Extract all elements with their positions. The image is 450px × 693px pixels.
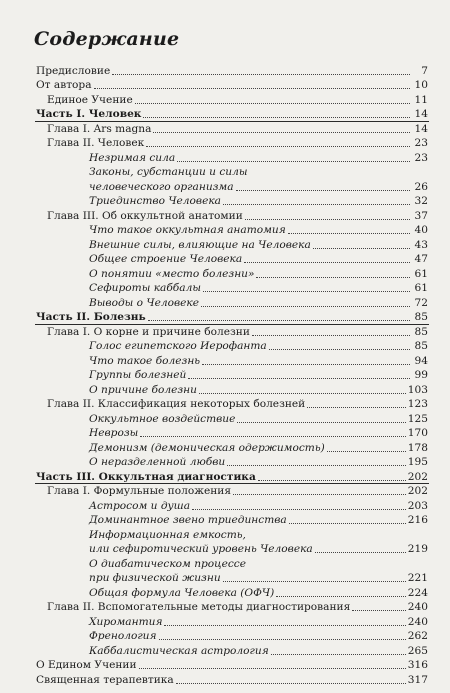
dot-leader	[276, 596, 406, 597]
toc-page-number: 317	[407, 673, 428, 686]
toc-entry	[0, 440, 450, 455]
toc-entry	[0, 266, 450, 281]
toc-entry	[0, 643, 450, 658]
dot-leader	[233, 494, 406, 495]
toc-entry-title: Часть III. Оккультная диагностика	[36, 470, 256, 483]
toc-entry-title: Доминантное звено триединства	[89, 514, 287, 526]
dot-leader	[236, 190, 410, 191]
toc-entry	[0, 455, 450, 470]
dot-leader	[223, 581, 406, 582]
dot-leader	[112, 74, 410, 75]
toc-page-number: 99	[414, 369, 428, 381]
toc-page-number: 85	[414, 340, 428, 352]
dot-leader	[258, 480, 406, 481]
toc-page-number: 40	[414, 224, 428, 236]
toc-entry-title: Глава II. Классификация некоторых болезней	[47, 398, 306, 410]
dot-leader	[313, 248, 410, 249]
dot-leader	[269, 349, 410, 350]
toc-entry	[0, 281, 450, 296]
toc-entry	[0, 571, 450, 586]
toc-entry-title: Часть II. Болезнь	[36, 311, 146, 323]
dot-leader	[237, 422, 405, 423]
dot-leader	[199, 393, 406, 394]
dot-leader	[203, 291, 410, 292]
toc-entry-title: Незримая сила	[89, 151, 176, 164]
toc-entry-title: О причине болезни	[89, 383, 197, 396]
dot-leader	[139, 668, 406, 669]
toc-entry-title: Неврозы	[89, 427, 139, 439]
toc-chapter-entry	[0, 121, 450, 136]
toc-page-number: 7	[421, 64, 428, 77]
toc-entry-title: О Едином Учении	[36, 659, 137, 671]
toc-entry	[0, 513, 450, 528]
toc-entry	[0, 556, 450, 571]
toc-entry	[0, 614, 450, 629]
dot-leader	[159, 639, 406, 640]
toc-entry-title: Глава II. Вспомогательные методы диагностирования	[47, 601, 351, 613]
toc-entry	[0, 150, 450, 165]
toc-chapter-entry	[0, 136, 450, 151]
toc-part-heading	[0, 469, 450, 484]
toc-entry	[0, 78, 450, 93]
toc-page-number: 103	[407, 383, 428, 396]
toc-entry	[0, 658, 450, 673]
toc-page-number: 10	[414, 79, 428, 91]
toc-entry-title: Хиромантия	[89, 615, 163, 628]
toc-page-number: 43	[414, 238, 428, 251]
toc-entry-title: Часть I. Человек	[36, 108, 142, 120]
dot-leader	[146, 146, 410, 147]
toc-page-number: 202	[407, 470, 428, 483]
toc-page-number: 37	[414, 209, 428, 222]
toc-entry-title: О диабатическом процессе	[89, 557, 246, 570]
toc-entry-title: Френология	[89, 630, 157, 642]
dot-leader	[192, 509, 406, 510]
dot-leader	[288, 233, 410, 234]
dot-leader	[315, 552, 406, 553]
toc-entry-title: От автора	[36, 79, 92, 91]
dot-leader	[202, 364, 410, 365]
toc-entry	[0, 527, 450, 542]
toc-page-number: 170	[407, 427, 428, 439]
toc-entry-title: О неразделенной любви	[89, 456, 226, 468]
toc-entry	[0, 237, 450, 252]
toc-entry	[0, 353, 450, 368]
toc-entry-title: Глава II. Человек	[47, 137, 145, 149]
page-title: Содержание	[34, 28, 180, 50]
toc-part-heading	[0, 107, 450, 122]
toc-entry-title: Глава I. Формульные положения	[47, 485, 232, 497]
toc-page-number: 125	[407, 412, 428, 425]
toc-entry	[0, 223, 450, 238]
toc-entry-title: Глава I. О корне и причине болезни	[47, 325, 250, 338]
toc-entry-title: при физической жизни	[89, 572, 221, 584]
toc-entry	[0, 339, 450, 354]
toc-entry-title: Внешние силы, влияющие на Человека	[89, 238, 311, 251]
toc-entry-title: Триединство Человека	[89, 195, 222, 207]
toc-entry-title: или сефиротический уровень Человека	[89, 543, 313, 555]
toc-entry-title: Сефироты каббалы	[89, 282, 201, 294]
toc-entry	[0, 498, 450, 513]
toc-entry-title: Голос египетского Иерофанта	[89, 340, 267, 352]
toc-page-number: 316	[407, 659, 428, 671]
toc-entry	[0, 179, 450, 194]
dot-leader	[176, 683, 406, 684]
dot-leader	[252, 335, 410, 336]
toc-page-number: 23	[414, 151, 428, 164]
toc-page-number: 221	[407, 572, 428, 584]
toc-page-number: 216	[407, 514, 428, 526]
toc-page-number: 123	[407, 398, 428, 410]
toc-part-heading	[0, 310, 450, 325]
toc-page-number: 224	[407, 586, 428, 599]
dot-leader	[271, 654, 406, 655]
toc-chapter-entry	[0, 397, 450, 412]
toc-page-number: 72	[414, 296, 428, 309]
toc-entry-title: Демонизм (демоническая одержимость)	[89, 441, 325, 454]
toc-chapter-entry	[0, 484, 450, 499]
toc-entry-title: Глава III. Об оккультной анатомии	[47, 209, 243, 222]
toc-page-number: 85	[414, 311, 428, 323]
toc-entry	[0, 194, 450, 209]
toc-entry-title: Глава I. Ars magna	[47, 122, 152, 135]
dot-leader	[177, 161, 410, 162]
toc-page-number: 61	[414, 267, 428, 280]
toc-entry	[0, 426, 450, 441]
dot-leader	[223, 204, 410, 205]
toc-chapter-entry	[0, 324, 450, 339]
toc-page-number: 240	[407, 615, 428, 628]
toc-entry-title: человеческого организма	[89, 180, 234, 193]
toc-entry	[0, 165, 450, 180]
toc-chapter-entry	[0, 208, 450, 223]
toc-page-number: 178	[407, 441, 428, 454]
toc-entry-title: Общая формула Человека (ОФЧ)	[89, 586, 275, 599]
toc-chapter-entry	[0, 92, 450, 107]
toc-entry	[0, 63, 450, 78]
dot-leader	[140, 436, 406, 437]
dot-leader	[153, 132, 410, 133]
toc-entry-title: Единое Учение	[47, 93, 133, 106]
dot-leader	[201, 306, 410, 307]
toc-entry-title: Что такое оккультная анатомия	[89, 224, 286, 236]
toc-entry-title: Общее строение Человека	[89, 253, 243, 265]
table-of-contents	[0, 63, 450, 687]
toc-entry	[0, 585, 450, 600]
dot-leader	[352, 610, 405, 611]
dot-leader	[164, 625, 405, 626]
toc-page-number: 32	[414, 195, 428, 207]
toc-page-number: 240	[407, 601, 428, 613]
toc-page-number: 202	[407, 485, 428, 497]
toc-entry	[0, 295, 450, 310]
toc-page-number: 265	[407, 644, 428, 657]
toc-page-number: 61	[414, 282, 428, 294]
toc-entry-title: Астросом и душа	[89, 499, 191, 512]
toc-page-number: 195	[407, 456, 428, 468]
toc-page-number: 14	[414, 108, 428, 120]
toc-entry	[0, 542, 450, 557]
toc-entry-title: Законы, субстанции и силы	[89, 166, 248, 178]
toc-entry-title: О понятии «место болезни»	[89, 267, 255, 280]
toc-entry-title: Группы болезней	[89, 369, 187, 381]
dot-leader	[327, 451, 406, 452]
toc-entry-title: Священная терапевтика	[36, 673, 174, 686]
toc-entry-title: Выводы о Человеке	[89, 296, 200, 309]
toc-entry-title: Что такое болезнь	[89, 354, 201, 367]
toc-page-number: 47	[414, 253, 428, 265]
toc-entry	[0, 252, 450, 267]
toc-entry	[0, 672, 450, 687]
toc-page-number: 94	[414, 354, 428, 367]
toc-page-number: 85	[414, 325, 428, 338]
toc-page-number: 11	[414, 93, 428, 106]
toc-entry	[0, 411, 450, 426]
toc-chapter-entry	[0, 600, 450, 615]
dot-leader	[227, 465, 406, 466]
dot-leader	[245, 219, 410, 220]
toc-page-number: 14	[414, 122, 428, 135]
toc-entry-title: Информационная емкость,	[89, 528, 246, 541]
dot-leader	[244, 262, 410, 263]
toc-entry-title: Предисловие	[36, 64, 111, 77]
dot-leader	[256, 277, 410, 278]
toc-page-number: 262	[407, 630, 428, 642]
dot-leader	[143, 117, 410, 118]
toc-entry	[0, 629, 450, 644]
dot-leader	[135, 103, 410, 104]
toc-entry	[0, 368, 450, 383]
dot-leader	[148, 320, 410, 321]
toc-page-number: 203	[407, 499, 428, 512]
toc-entry-title: Оккультное воздействие	[89, 412, 236, 425]
dot-leader	[94, 88, 410, 89]
toc-entry-title: Каббалистическая астрология	[89, 644, 269, 657]
dot-leader	[289, 523, 406, 524]
toc-page-number: 23	[414, 137, 428, 149]
toc-page-number: 219	[407, 543, 428, 555]
dot-leader	[307, 407, 406, 408]
toc-entry	[0, 382, 450, 397]
dot-leader	[188, 378, 410, 379]
toc-page-number: 26	[414, 180, 428, 193]
